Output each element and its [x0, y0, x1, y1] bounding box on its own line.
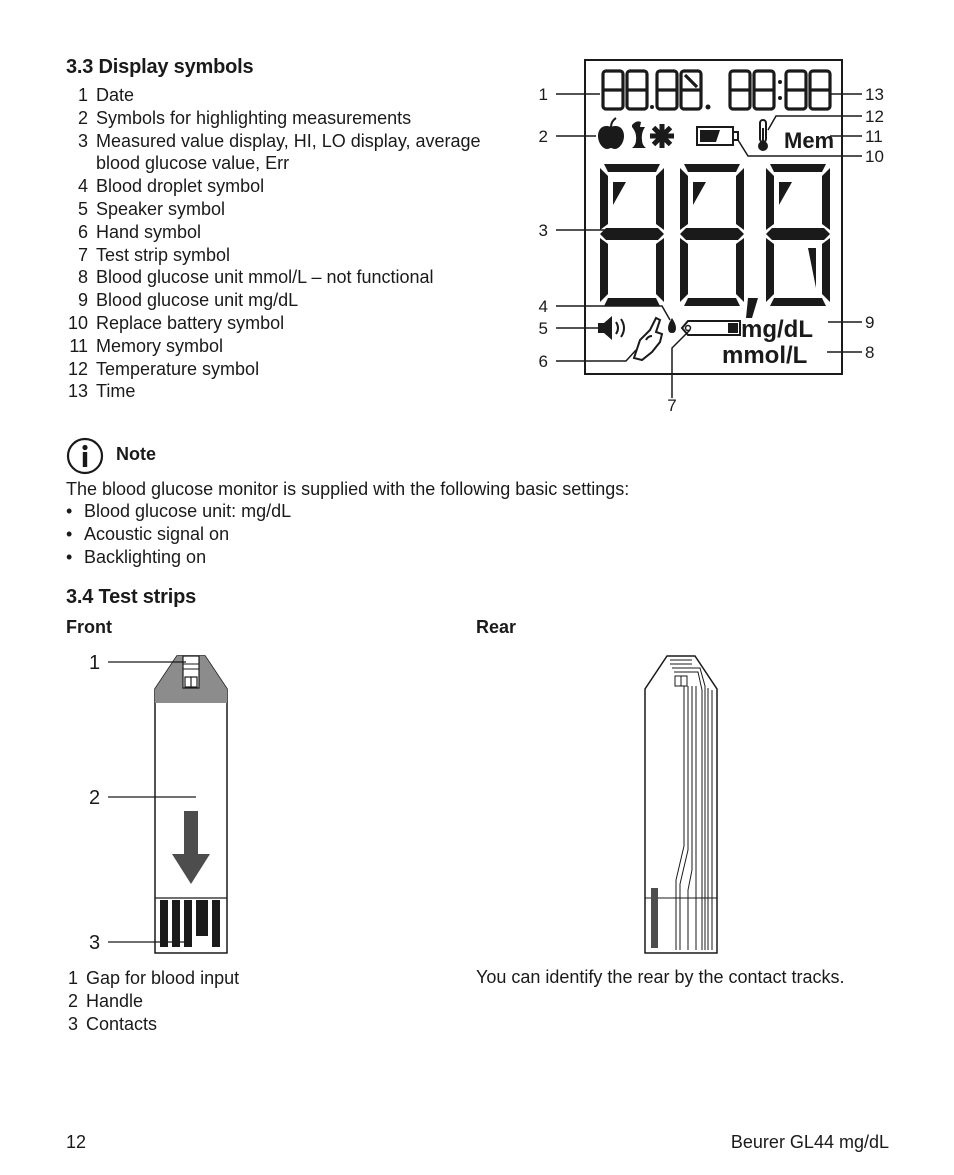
front-strip-diagram	[80, 645, 250, 965]
list-item: 9 Blood glucose unit mg/dL	[77, 290, 299, 311]
list-item: 6 Hand symbol	[77, 221, 202, 242]
callout-3: 3	[538, 221, 548, 240]
list-item: 1 Gap for blood input	[67, 968, 240, 988]
front-parts-list	[58, 967, 408, 1035]
rear-caption: You can identify the rear by the contact tracks.	[476, 967, 845, 987]
callout-2: 2	[538, 127, 548, 146]
callout-12: 12	[865, 107, 884, 126]
front-label: Front	[66, 617, 112, 637]
thermometer-icon	[758, 120, 768, 151]
callout-6: 6	[538, 352, 548, 371]
section-heading-display-symbols: 3.3 Display symbols	[66, 56, 254, 78]
callout-13: 13	[865, 85, 884, 104]
speaker-icon	[598, 316, 624, 340]
list-item: • Blood glucose unit: mg/dL	[66, 500, 291, 523]
asterisk-icon	[650, 124, 674, 148]
callout-9: 9	[865, 313, 875, 332]
list-item: 12 Temperature symbol	[67, 358, 260, 379]
front-callout-3: 3	[89, 932, 101, 954]
callout-1: 1	[538, 85, 548, 104]
hand-icon	[634, 318, 662, 360]
apple-core-icon	[632, 121, 646, 148]
page-number: 12	[66, 1132, 87, 1152]
list-item: 13 Time	[67, 381, 136, 402]
info-icon	[66, 437, 104, 475]
unit-mmol-label: mmol/L	[722, 342, 808, 369]
list-item: 1 Date	[77, 85, 135, 105]
note-title: Note	[116, 444, 156, 464]
time-digits	[730, 71, 830, 109]
list-item: 5 Speaker symbol	[77, 198, 226, 219]
rear-strip-diagram	[630, 645, 730, 965]
callout-7: 7	[667, 396, 677, 415]
rear-contact-pad	[651, 888, 658, 948]
front-callout-2: 2	[89, 787, 101, 809]
list-item: 10 Replace battery symbol	[67, 312, 285, 333]
front-callout-1: 1	[89, 652, 101, 674]
callout-5: 5	[538, 319, 548, 338]
note-bullets	[66, 500, 291, 569]
list-item: 3 Contacts	[67, 1013, 158, 1034]
mem-label: Mem	[784, 128, 835, 153]
note-intro: The blood glucose monitor is supplied with the following basic settings:	[66, 479, 630, 499]
list-item: • Backlighting on	[66, 546, 291, 569]
list-item: • Acoustic signal on	[66, 523, 291, 546]
date-digits	[603, 71, 711, 110]
list-item: 11 Memory symbol	[69, 335, 224, 356]
blood-droplet-icon	[668, 318, 676, 333]
unit-mgdl-label: mg/dL	[741, 316, 813, 343]
rear-label: Rear	[476, 617, 517, 637]
apple-icon	[598, 118, 624, 149]
battery-icon	[697, 127, 738, 145]
list-item: 2 Handle	[67, 990, 144, 1011]
measured-value-digits	[600, 164, 830, 318]
callout-11: 11	[865, 127, 883, 146]
list-item: 2 Symbols for highlighting measurements	[77, 107, 412, 128]
callout-10: 10	[865, 147, 884, 166]
lcd-display-diagram	[530, 55, 900, 420]
callout-8: 8	[865, 343, 875, 362]
list-item: 3 Measured value display, HI, LO display, average blood glucose value, Err	[77, 130, 481, 174]
callout-4: 4	[538, 297, 548, 316]
list-item: 8 Blood glucose unit mmol/L – not functional	[77, 267, 434, 288]
list-item: 7 Test strip symbol	[77, 244, 231, 265]
footer-product: Beurer GL44 mg/dL	[730, 1132, 889, 1152]
test-strip-icon	[682, 321, 740, 335]
list-item: 4 Blood droplet symbol	[77, 176, 265, 197]
section-heading-test-strips: 3.4 Test strips	[66, 586, 197, 608]
display-symbols-list	[58, 84, 508, 403]
